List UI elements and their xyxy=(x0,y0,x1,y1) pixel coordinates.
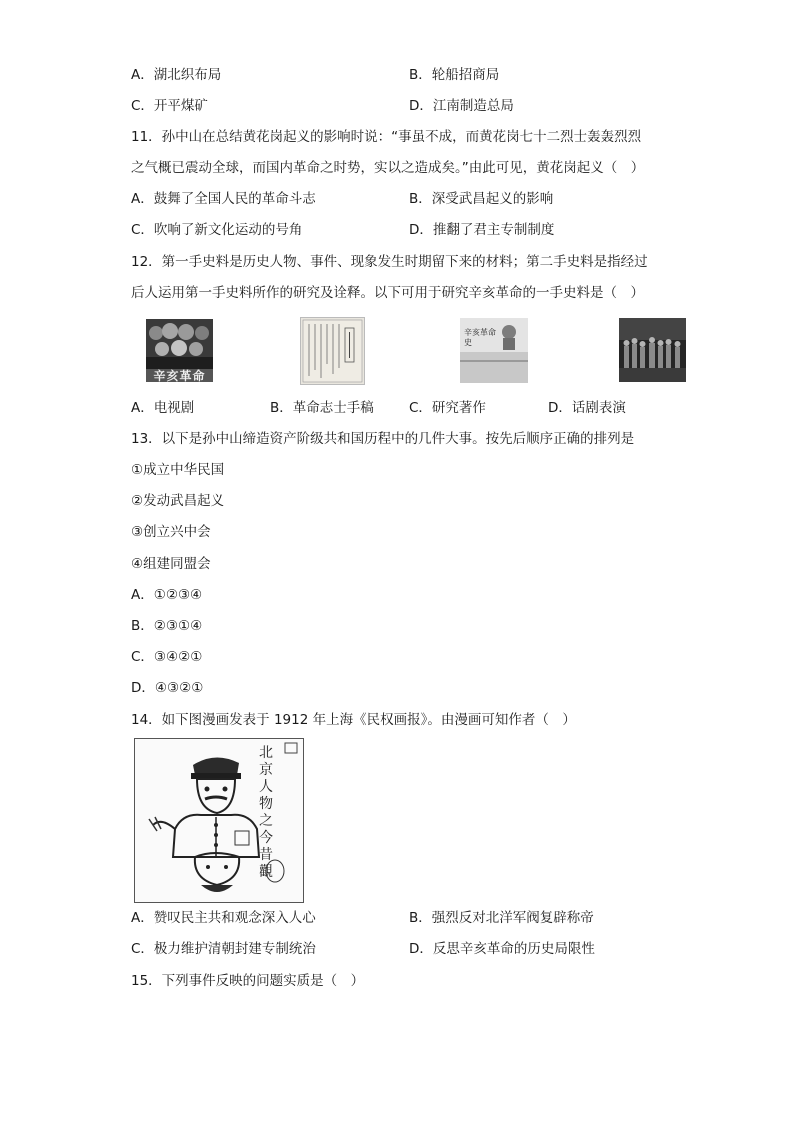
q11-stem-line1: 11．孙中山在总结黄花岗起义的影响时说：“事虽不成，而黄花岗七十二烈士轰轰烈烈 xyxy=(131,129,642,145)
cartoon-image xyxy=(134,738,304,903)
q13-item-1: ①成立中华民国 xyxy=(131,462,225,478)
q12-option-b: B．革命志士手稿 xyxy=(270,400,374,416)
q12-option-c: C．研究著作 xyxy=(409,400,486,416)
q10-option-b: B．轮船招商局 xyxy=(409,67,500,83)
q11-option-c: C．吹响了新文化运动的号角 xyxy=(131,222,303,238)
q11-option-d: D．推翻了君主专制制度 xyxy=(409,222,555,238)
q14-option-a: A．赞叹民主共和观念深入人心 xyxy=(131,910,316,926)
q13-option-c: C．③④②① xyxy=(131,649,203,665)
q10-option-c: C．开平煤矿 xyxy=(131,98,208,114)
q11-stem-line2: 之气概已震动全球，而国内革命之时势，实以之造成矣。”由此可见，黄花岗起义（ ） xyxy=(131,160,645,176)
q12-stem-line2: 后人运用第一手史料所作的研究及诠释。以下可用于研究辛亥革命的一手史料是（ ） xyxy=(131,285,644,301)
q11-option-b: B．深受武昌起义的影响 xyxy=(409,191,554,207)
q15-stem: 15．下列事件反映的问题实质是（ ） xyxy=(131,973,365,989)
q13-option-a: A．①②③④ xyxy=(131,587,203,603)
research-book-image xyxy=(460,318,528,383)
q13-item-2: ②发动武昌起义 xyxy=(131,493,225,509)
q13-option-b: B．②③①④ xyxy=(131,618,203,634)
manuscript-image xyxy=(300,317,365,385)
cartoon-title: 北京人物之今昔觀 xyxy=(259,745,273,880)
q14-option-c: C．极力维护清朝封建专制统治 xyxy=(131,941,316,957)
q12-option-a: A．电视剧 xyxy=(131,400,195,416)
q12-stem-line1: 12．第一手史料是历史人物、事件、现象发生时期留下来的材料；第二手史料是指经过 xyxy=(131,254,648,270)
q12-option-d: D．话剧表演 xyxy=(548,400,626,416)
q13-stem: 13．以下是孙中山缔造资产阶级共和国历程中的几件大事。按先后顺序正确的排列是 xyxy=(131,431,635,447)
q11-option-a: A．鼓舞了全国人民的革命斗志 xyxy=(131,191,316,207)
research-book-title: 辛亥革命史 xyxy=(464,328,496,347)
q13-item-3: ③创立兴中会 xyxy=(131,524,211,540)
q13-option-d: D．④③②① xyxy=(131,680,204,696)
q14-option-b: B．强烈反对北洋军阀复辟称帝 xyxy=(409,910,594,926)
stage-performance-image xyxy=(619,318,686,382)
tv-drama-poster-title: 辛亥革命 xyxy=(153,369,206,382)
q14-option-d: D．反思辛亥革命的历史局限性 xyxy=(409,941,595,957)
q10-option-a: A．湖北织布局 xyxy=(131,67,222,83)
q13-item-4: ④组建同盟会 xyxy=(131,556,211,572)
q10-option-d: D．江南制造总局 xyxy=(409,98,514,114)
q14-stem: 14．如下图漫画发表于 1912 年上海《民权画报》。由漫画可知作者（ ） xyxy=(131,712,576,728)
tv-drama-poster-image xyxy=(146,319,213,382)
